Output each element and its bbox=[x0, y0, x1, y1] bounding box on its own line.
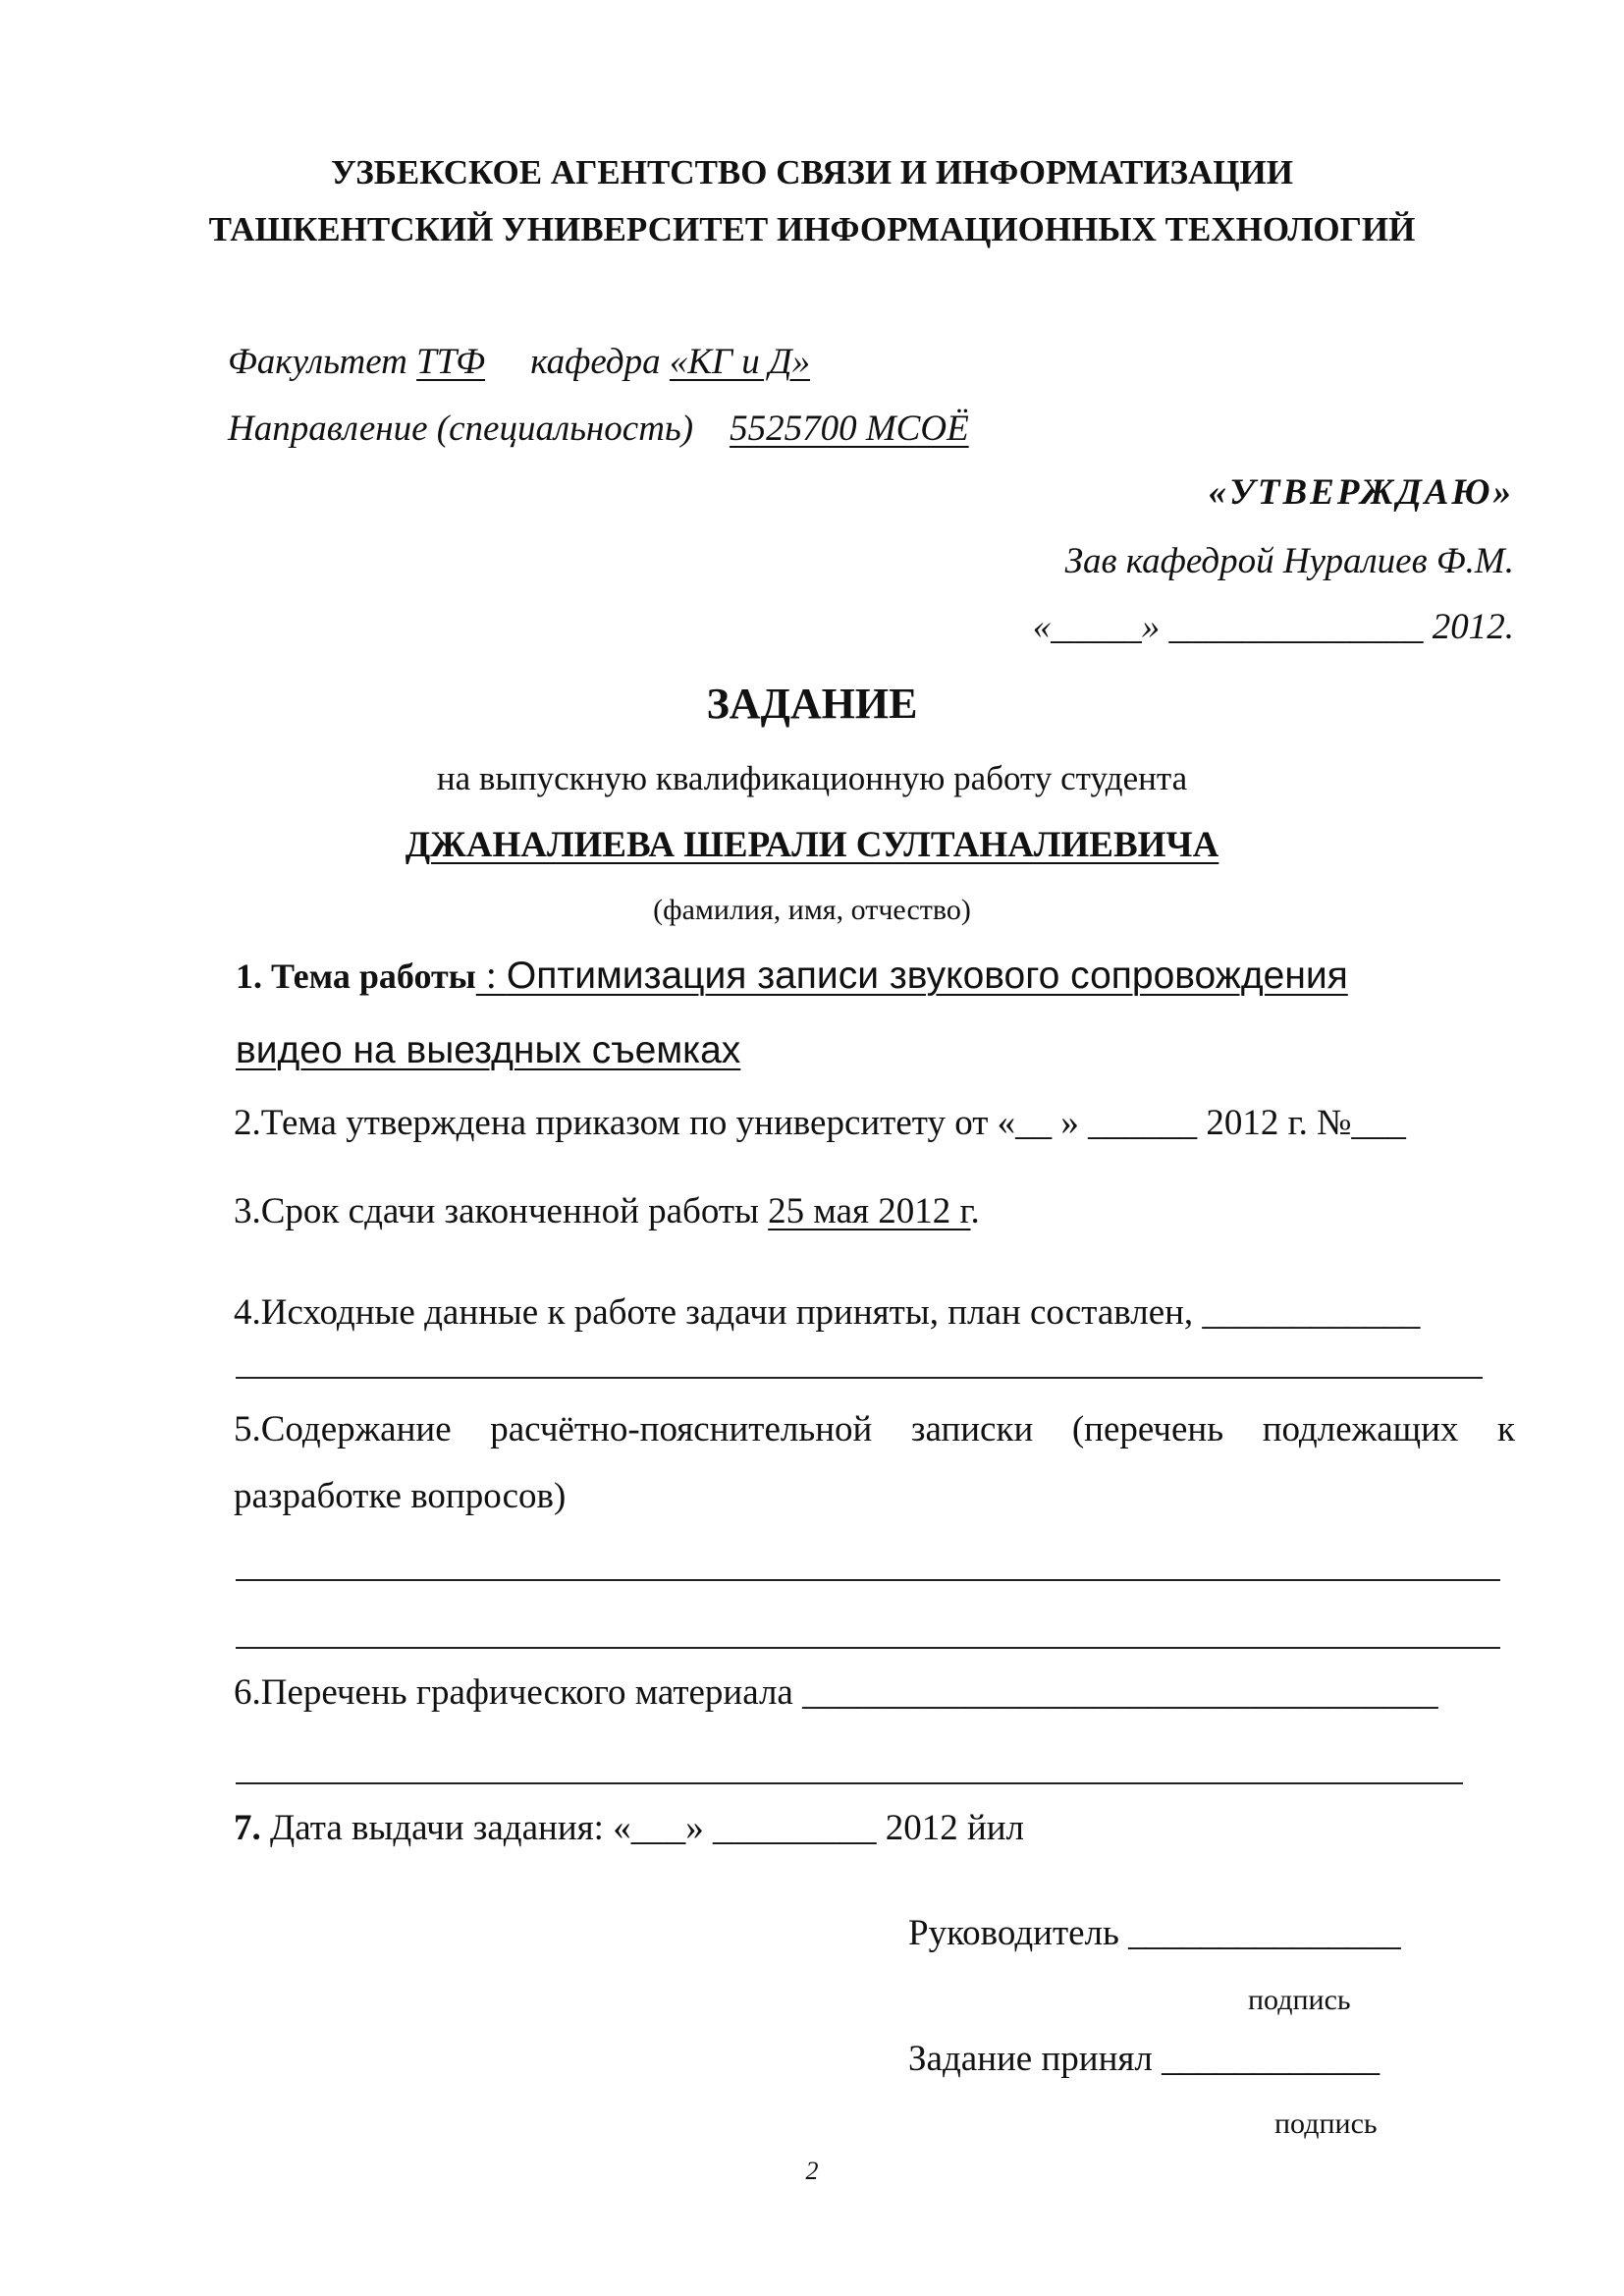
student-name: ДЖАНАЛИЕВА ШЕРАЛИ СУЛТАНАЛИЕВИЧА bbox=[405, 825, 1219, 865]
item-6-blank-line bbox=[236, 1782, 1463, 1784]
agency-title: УЗБЕКСКОЕ АГЕНТСТВО СВЯЗИ И ИНФОРМАТИЗАЦИИ bbox=[331, 153, 1293, 191]
faculty-value: ТТФ bbox=[416, 342, 486, 382]
item-3-suffix: . bbox=[970, 1191, 980, 1231]
item-2: 2.Тема утверждена приказом по университету от «__ » ______ 2012 г. №___ bbox=[234, 1103, 1406, 1143]
item-5-blank-line-1 bbox=[236, 1579, 1500, 1581]
topic-line-1 bbox=[236, 953, 1348, 997]
item-3-prefix: 3.Срок сдачи законченной работы bbox=[234, 1191, 769, 1231]
supervisor-signature-line: Руководитель _______________ bbox=[908, 1913, 1401, 1953]
item-5-blank-line-2 bbox=[236, 1647, 1500, 1649]
item-3 bbox=[234, 1193, 980, 1230]
direction-label: Направление (специальность) bbox=[228, 409, 694, 449]
accepted-signature-caption: подпись bbox=[1274, 2107, 1378, 2140]
approval-date: «_____» ______________ 2012. bbox=[1032, 607, 1514, 647]
item-7-text: Дата выдачи задания: «___» _________ 2012 йил bbox=[260, 1808, 1025, 1848]
item-6: 6.Перечень графического материала ___________________________________ bbox=[234, 1672, 1438, 1713]
task-subtitle: на выпускную квалификационную работу студента bbox=[436, 759, 1188, 797]
topic-number: 1. Тема работы bbox=[236, 957, 476, 996]
accepted-signature-line: Задание принял ____________ bbox=[908, 2039, 1380, 2079]
topic-colon: : bbox=[475, 953, 507, 997]
department-value: «КГ и Д» bbox=[669, 342, 811, 382]
university-title: ТАШКЕНТСКИЙ УНИВЕРСИТЕТ ИНФОРМАЦИОННЫХ ТЕХНОЛОГИЙ bbox=[208, 210, 1416, 248]
item-4: 4.Исходные данные к работе задачи приняты, план составлен, ____________ bbox=[234, 1292, 1421, 1333]
topic-text-2: видео на выездных съемках bbox=[236, 1029, 741, 1071]
faculty-label: Факультет bbox=[228, 342, 407, 382]
page-number: 2 bbox=[805, 2157, 819, 2185]
approval-head: Зав кафедрой Нуралиев Ф.М. bbox=[1064, 541, 1514, 581]
item-5-line-1: 5.Содержание расчётно-пояснительной записки (перечень подлежащих к bbox=[234, 1409, 1515, 1449]
name-caption: (фамилия, имя, отчество) bbox=[653, 894, 971, 926]
item-7-number: 7. bbox=[234, 1808, 261, 1848]
department-label: кафедра bbox=[530, 342, 661, 382]
direction-line bbox=[228, 410, 969, 447]
approval-title: «УТВЕРЖДАЮ» bbox=[1208, 472, 1514, 513]
item-3-deadline: 25 мая 2012 г bbox=[768, 1191, 971, 1231]
supervisor-signature-caption: подпись bbox=[1248, 1984, 1351, 2016]
item-4-blank-line bbox=[236, 1377, 1483, 1379]
topic-text-1: Оптимизация записи звукового сопровождения bbox=[506, 955, 1348, 997]
task-title: ЗАДАНИЕ bbox=[706, 680, 918, 728]
direction-value: 5525700 МСОЁ bbox=[730, 409, 969, 449]
faculty-line bbox=[228, 344, 810, 380]
item-5-line-2: разработке вопросов) bbox=[234, 1476, 567, 1516]
item-7 bbox=[234, 1810, 1024, 1846]
